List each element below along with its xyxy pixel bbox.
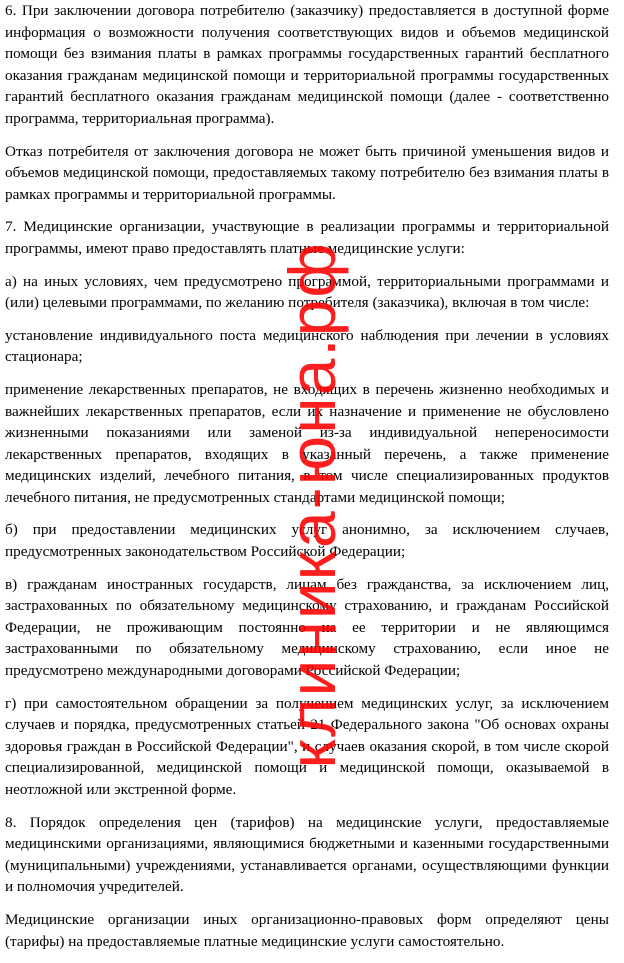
paragraph-medications: применение лекарственных препаратов, не входящих в перечень жизненно необходимых и важнейших лекарственных препаратов, если их назначение и применение не обусловлено жизненными показаниями или заменой из-за индивидуальной непереносимости лекарственных препаратов, входящих в указанный перечень, а также применение медицинских изделий, лечебного питания, в том числе специализированных продуктов лечебного питания, не предусмотренных стандартами медицинской помощи;: [5, 380, 609, 506]
paragraph-7v-foreigners: в) гражданам иностранных государств, лицам без гражданства, за исключением лиц, застрахованных по обязательному медицинскому страхованию, и гражданам Российской Федерации, не проживающим постоянно на ее территории и не являющимся застрахованными по обязательному медицинскому страхованию, если иное не предусмотрено международными договорами Российской Федерации;: [5, 575, 609, 680]
paragraph-8-pricing: 8. Порядок определения цен (тарифов) на медицинские услуги, предоставляемые медицинскими организациями, являющимися бюджетными и казенными государственными (муниципальными) учреждениями, устанавливается органами, осуществляющими функции и полномочия учредителей.: [5, 813, 609, 896]
paragraph-other-forms-pricing: Медицинские организации иных организационно-правовых форм определяют цены (тарифы) на предоставляемые платные медицинские услуги самостоятельно.: [5, 910, 609, 950]
paragraph-7b-anonymous: б) при предоставлении медицинских услуг анонимно, за исключением случаев, предусмотренных законодательством Российской Федерации;: [5, 521, 609, 561]
paragraph-6-contract-info: 6. При заключении договора потребителю (заказчику) предоставляется в доступной форме информация о возможности получения соответствующих видов и объемов медицинской помощи без взимания платы в рамках программы государственных гарантий бесплатного оказания гражданам медицинской помощи и территориальной программы государственных гарантий бесплатного оказания гражданам медицинской помощи (далее - соответственно программа, территориальная программа).: [5, 2, 609, 127]
document-body: [5, 0, 609, 963]
paragraph-7-organizations: 7. Медицинские организации, участвующие в реализации программы и территориальной программы, имеют право предоставлять платные медицинские услуги:: [5, 218, 609, 257]
paragraph-7g-self-referral: г) при самостоятельном обращении за получением медицинских услуг, за исключением случаев и порядка, предусмотренных статьей 21 Федерального закона "Об основах охраны здоровья граждан в Российской Федерации", и случаев оказания скорой, в том числе скорой специализированной, медицинской помощи и медицинской помощи, оказываемой в неотложной или экстренной форме.: [5, 694, 609, 798]
paragraph-individual-post: установление индивидуального поста медицинского наблюдения при лечении в условиях стационара;: [5, 326, 609, 366]
paragraph-refusal: Отказ потребителя от заключения договора не может быть причиной уменьшения видов и объемов медицинской помощи, предоставляемых такому потребителю без взимания платы в рамках программы и территориальной программы.: [5, 142, 609, 203]
watermark-text: клиника-юна.рф: [275, 241, 349, 769]
paragraph-7a-other-conditions: а) на иных условиях, чем предусмотрено программой, территориальными программами и (или) целевыми программами, по желанию потребителя (заказчика), включая в том числе:: [5, 272, 609, 312]
